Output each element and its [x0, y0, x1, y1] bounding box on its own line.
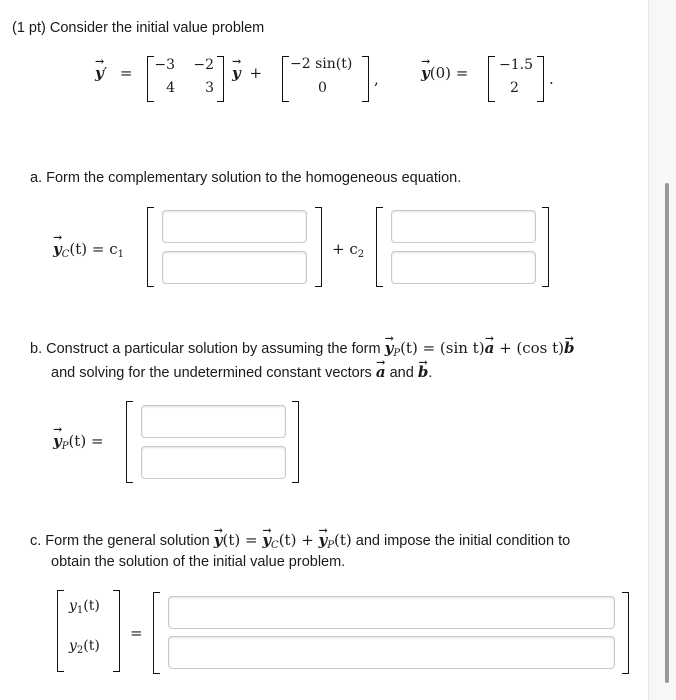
ivp-comma: ,	[374, 70, 379, 88]
initial-right-bracket	[537, 56, 544, 102]
part-a-vec1-left-bracket	[147, 207, 154, 287]
matrix-a-11: −3	[154, 57, 175, 73]
part-a-instruction: a. Form the complementary solution to the homogeneous equation.	[30, 170, 462, 186]
part-a-vec2-right-bracket	[542, 207, 549, 287]
part-b-top-input[interactable]	[141, 405, 286, 438]
initial-top: −1.5	[499, 57, 533, 73]
forcing-right-bracket	[362, 56, 369, 102]
matrix-a-right-bracket	[217, 56, 224, 102]
part-b-right-bracket	[292, 401, 299, 483]
initial-bottom: 2	[510, 80, 519, 96]
part-c-lhs-left-bracket	[57, 590, 64, 672]
problem-header: (1 pt) Consider the initial value problem	[12, 20, 265, 36]
matrix-a-22: 3	[205, 80, 214, 96]
forcing-top: −2 sin(t)	[290, 56, 353, 72]
part-a-c2: + $c_2$	[332, 240, 365, 260]
scrollbar[interactable]	[665, 183, 669, 683]
part-b-left-bracket	[126, 401, 133, 483]
part-a-vec2-top-input[interactable]	[391, 210, 536, 243]
part-c-top-input[interactable]	[168, 596, 615, 629]
part-c-general-solution: → y(t) = → $y_C(t)$ + → $y_P(t)$	[214, 531, 352, 549]
part-c-equals: =	[130, 624, 143, 642]
part-b-lhs: → $y_P(t)$ =	[53, 432, 104, 452]
ivp-y-plus: → y +	[232, 64, 262, 82]
part-b-assumed-form: → $y_P(t) = (\sin$ t)→ a + (cos t)→ b	[385, 339, 575, 357]
part-a-vec2-left-bracket	[376, 207, 383, 287]
part-a-vec1-top-input[interactable]	[162, 210, 307, 243]
part-c-line2: obtain the solution of the initial value problem.	[51, 554, 346, 570]
part-a-vec2-bottom-input[interactable]	[391, 251, 536, 284]
part-c-rhs-right-bracket	[622, 592, 629, 674]
forcing-left-bracket	[282, 56, 289, 102]
part-c-line1: c. Form the general solution → y(t) = → $y_C(t)$ + → $y_P(t)$ and impose the initial condition to	[30, 530, 570, 556]
ivp-initial-lhs: → y(0) =	[421, 64, 468, 82]
part-b-line1: b. Construct a particular solution by assuming the form → $y_P(t) = (\sin$ t)→ a + (cos t)→ b	[30, 338, 575, 364]
part-c-lhs-right-bracket	[113, 590, 120, 672]
part-c-rhs-left-bracket	[153, 592, 160, 674]
forcing-bottom: 0	[318, 80, 327, 96]
part-a-vec1-bottom-input[interactable]	[162, 251, 307, 284]
part-a-lhs: → $y_C(t) = c_1$	[53, 240, 124, 260]
initial-left-bracket	[488, 56, 495, 102]
matrix-a-21: 4	[166, 80, 175, 96]
ivp-period: .	[549, 70, 554, 88]
part-c-bottom-input[interactable]	[168, 636, 615, 669]
part-c-y2: $y_2(t)$	[69, 638, 100, 656]
part-b-bottom-input[interactable]	[141, 446, 286, 479]
part-c-y1: $y_1(t)$	[69, 598, 100, 616]
part-b-line2: and solving for the undetermined constant vectors → a and → b.	[51, 362, 432, 383]
matrix-a-12: −2	[193, 57, 214, 73]
ivp-lhs: → y′ =	[95, 64, 132, 82]
part-a-vec1-right-bracket	[315, 207, 322, 287]
